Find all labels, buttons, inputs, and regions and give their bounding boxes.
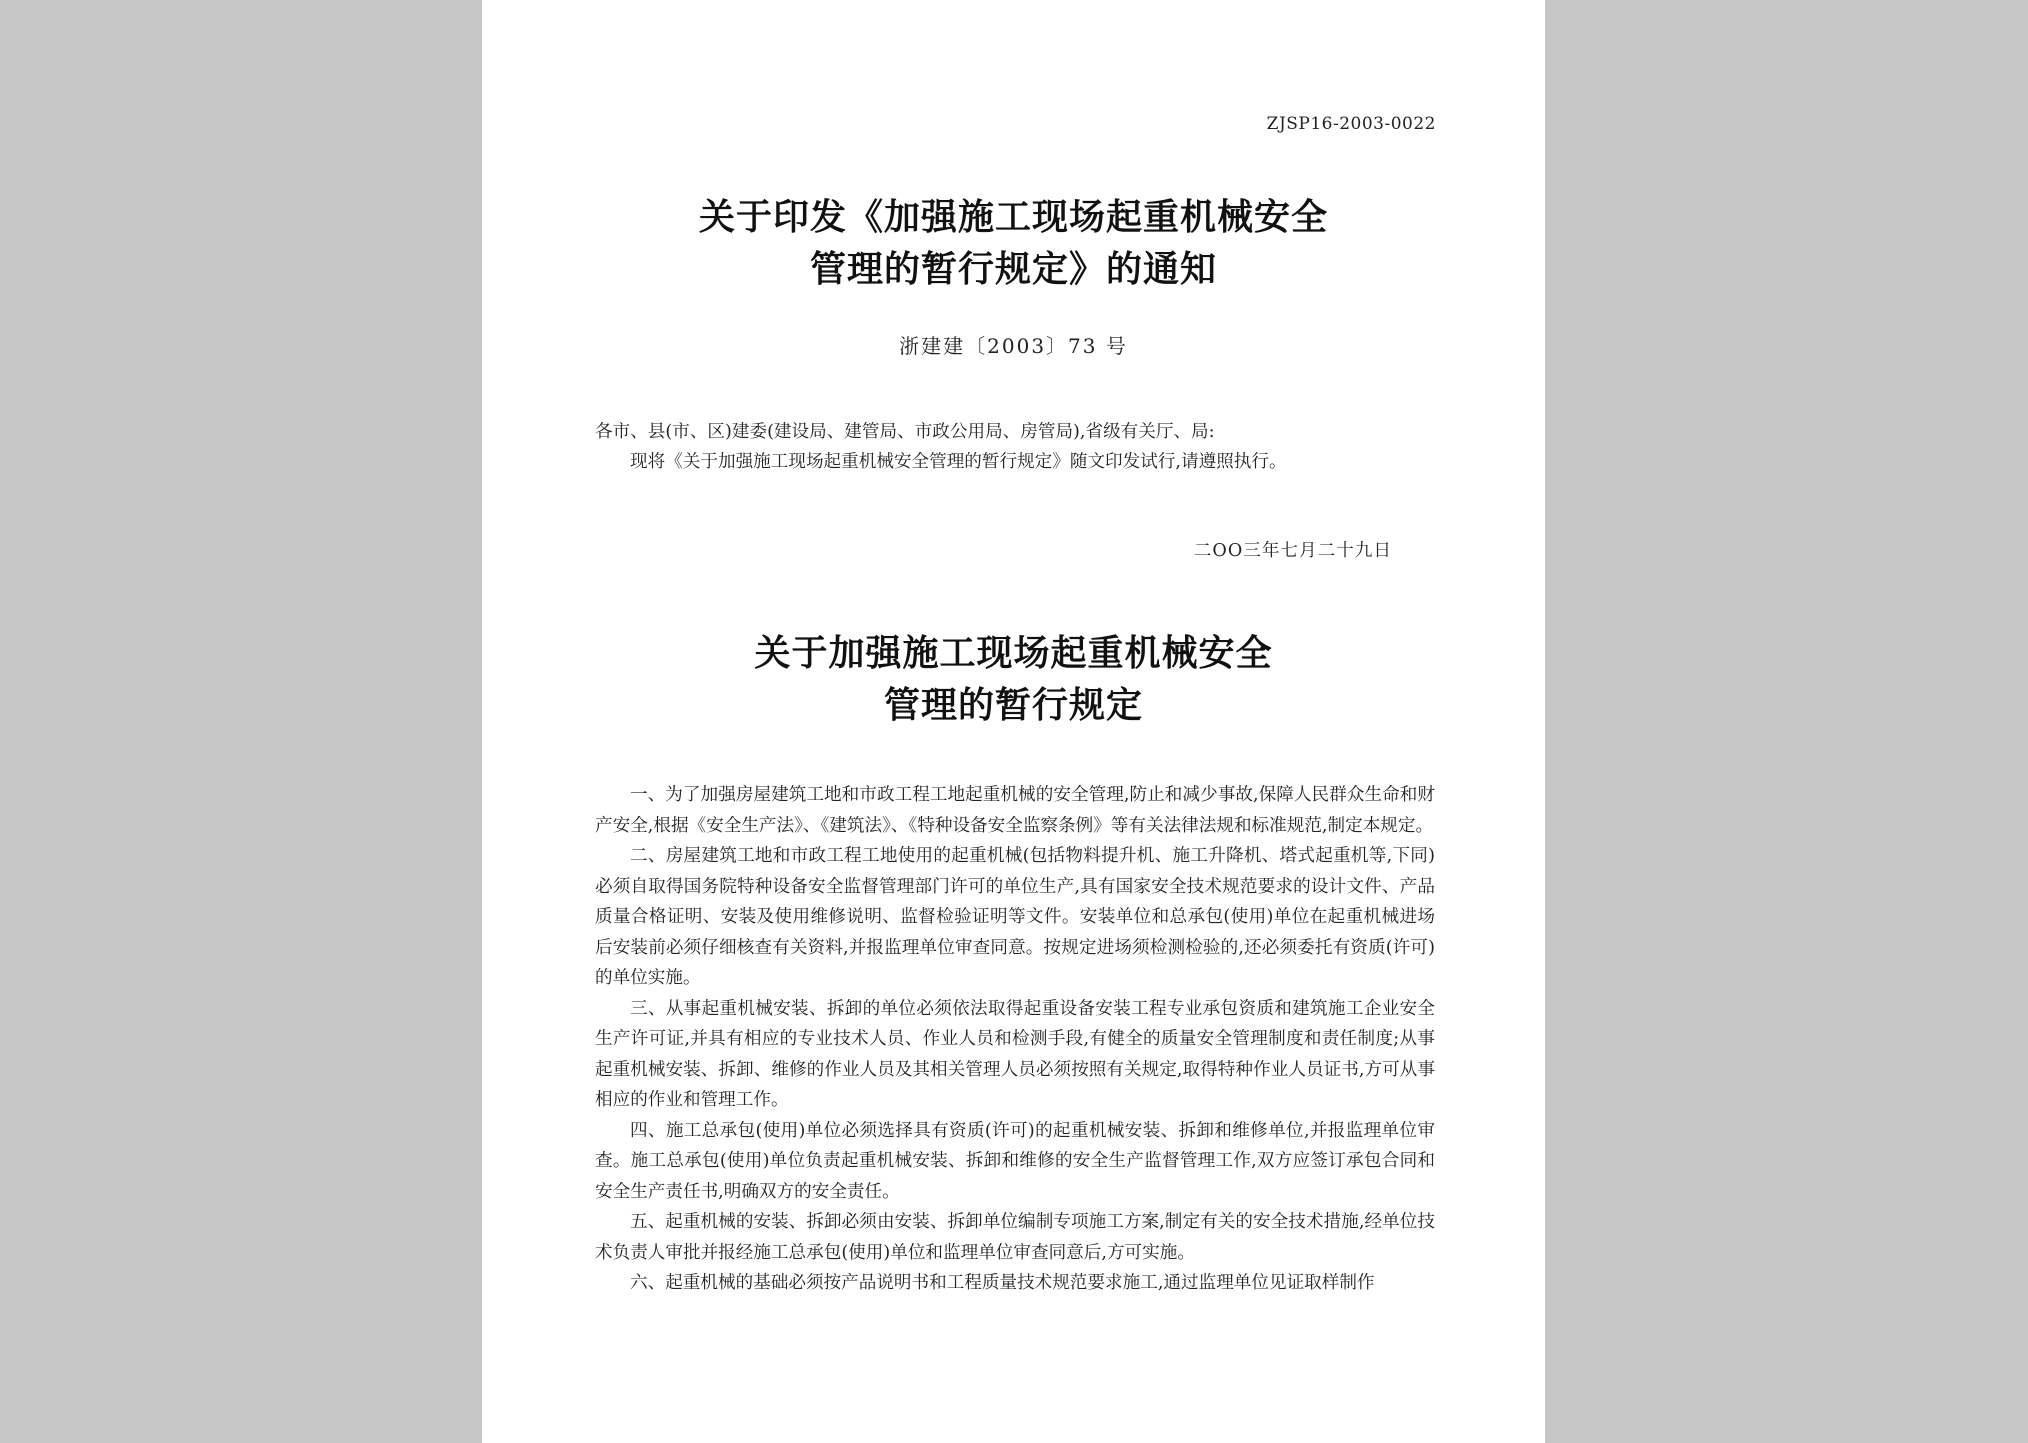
rules-title-line2: 管理的暂行规定 (883, 684, 1143, 726)
notice-title-line2: 管理的暂行规定》的通知 (809, 248, 1217, 290)
document-page (482, 0, 1545, 1443)
rules-title (482, 627, 1545, 731)
rule-paragraph-2: 二、房屋建筑工地和市政工程工地使用的起重机械(包括物料提升机、施工升降机、塔式起重机等,下同)必须自取得国务院特种设备安全监督管理部门许可的单位生产,具有国家安全技术规范要求的设计文件、产品质量合格证明、安装及使用维修说明、监督检验证明等文件。安装单位和总承包(使用)单位在起重机械进场后安装前必须仔细核查有关资料,并报监理单位审查同意。按规定进场须检测检验的,还必须委托有资质(许可)的单位实施。 (595, 846, 1435, 988)
issue-number: 浙建建〔2003〕73 号 (899, 334, 1128, 358)
notice-body: 现将《关于加强施工现场起重机械安全管理的暂行规定》随文印发试行,请遵照执行。 (630, 452, 1287, 472)
rules-body (595, 780, 1435, 1299)
notice-title (482, 191, 1545, 295)
rule-paragraph-3: 三、从事起重机械安装、拆卸的单位必须依法取得起重设备安装工程专业承包资质和建筑施工企业安全生产许可证,并具有相应的专业技术人员、作业人员和检测手段,有健全的质量安全管理制度和责任制度;从事起重机械安装、拆卸、维修的作业人员及其相关管理人员必须按照有关规定,取得特种作业人员证书,方可从事相应的作业和管理工作。 (595, 998, 1435, 1110)
notice-title-line1: 关于印发《加强施工现场起重机械安全 (698, 196, 1328, 238)
document-code: ZJSP16-2003-0022 (1266, 114, 1436, 134)
salutation: 各市、县(市、区)建委(建设局、建管局、市政公用局、房管局),省级有关厅、局: (595, 422, 1215, 442)
issue-date: 二OO三年七月二十九日 (1193, 541, 1392, 561)
rule-paragraph-6: 六、起重机械的基础必须按产品说明书和工程质量技术规范要求施工,通过监理单位见证取样制作 (630, 1273, 1375, 1293)
rule-paragraph-5: 五、起重机械的安装、拆卸必须由安装、拆卸单位编制专项施工方案,制定有关的安全技术措施,经单位技术负责人审批并报经施工总承包(使用)单位和监理单位审查同意后,方可实施。 (595, 1212, 1435, 1263)
rules-title-line1: 关于加强施工现场起重机械安全 (754, 632, 1273, 674)
rule-paragraph-1: 一、为了加强房屋建筑工地和市政工程工地起重机械的安全管理,防止和减少事故,保障人民群众生命和财产安全,根据《安全生产法》、《建筑法》、《特种设备安全监察条例》等有关法律法规和标准规范,制定本规定。 (595, 785, 1435, 836)
rule-paragraph-4: 四、施工总承包(使用)单位必须选择具有资质(许可)的起重机械安装、拆卸和维修单位,并报监理单位审查。施工总承包(使用)单位负责起重机械安装、拆卸和维修的安全生产监督管理工作,双方应签订承包合同和安全生产责任书,明确双方的安全责任。 (595, 1120, 1435, 1202)
